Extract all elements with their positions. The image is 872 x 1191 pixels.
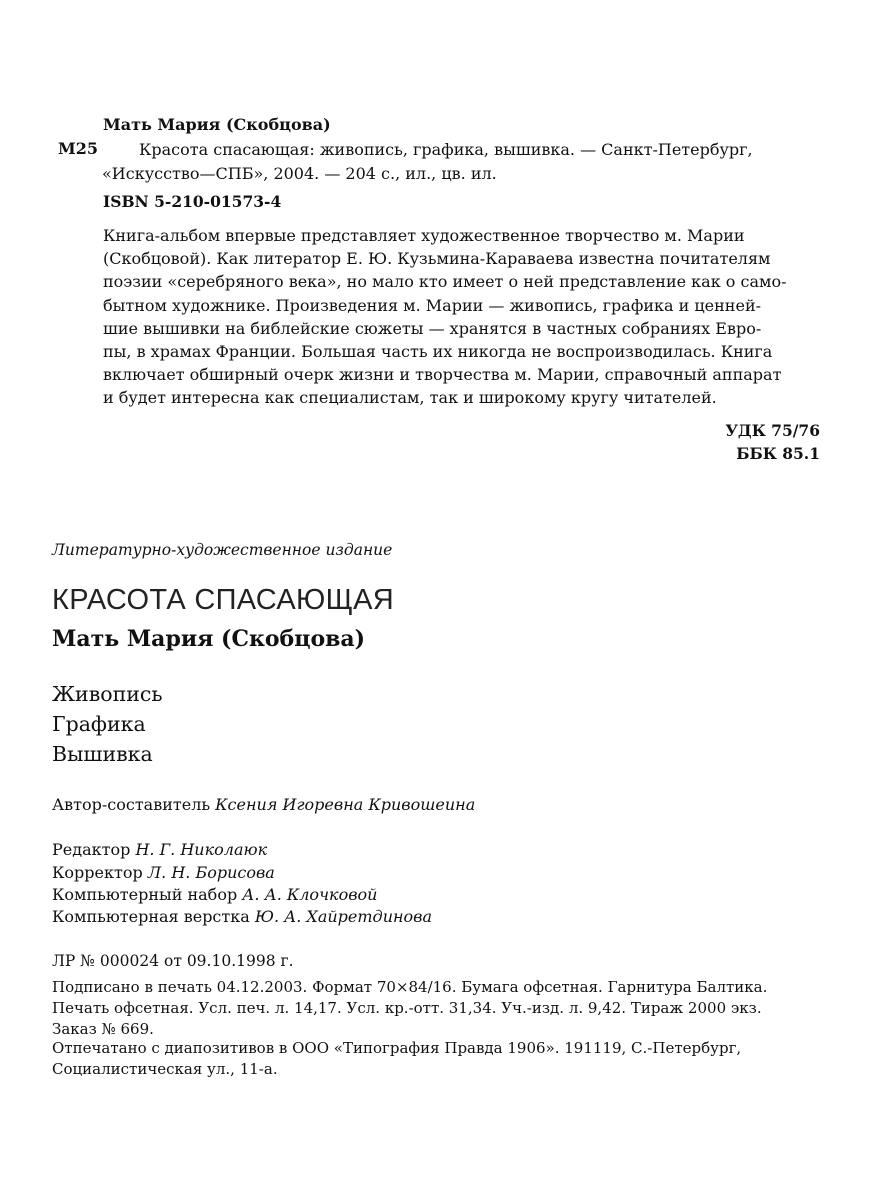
compiler-name: Ксения Игоревна Кривошеина bbox=[215, 795, 476, 814]
catalog-author: Мать Мария (Скобцова) bbox=[103, 115, 331, 134]
section-painting: Живопись bbox=[52, 682, 163, 706]
printer-line: Отпечатано с диапозитивов в ООО «Типография Правда 1906». 191119, С.-Петербург, bbox=[52, 1039, 742, 1057]
biblio-line: Красота спасающая: живопись, графика, вышивка. — Санкт-Петербург, bbox=[139, 140, 753, 159]
printer-line: Социалистическая ул., 11-а. bbox=[52, 1060, 278, 1078]
book-author: Мать Мария (Скобцова) bbox=[52, 626, 366, 652]
bibliographic-description bbox=[102, 138, 820, 186]
biblio-line: «Искусство—СПБ», 2004. — 204 с., ил., цв. ил. bbox=[102, 164, 497, 183]
staff-layout bbox=[52, 907, 432, 926]
annotation bbox=[103, 224, 820, 410]
edition-type: Литературно-художественное издание bbox=[52, 541, 393, 559]
annotation-line: (Скобцовой). Как литератор Е. Ю. Кузьмина-Караваева известна почитателям bbox=[103, 249, 771, 269]
print-line: Заказ № 669. bbox=[52, 1020, 154, 1038]
staff-name: А. А. Клочковой bbox=[242, 885, 378, 904]
staff-proofreader bbox=[52, 863, 275, 882]
annotation-line: пы, в храмах Франции. Большая часть их никогда не воспроизводилась. Книга bbox=[103, 342, 773, 362]
print-line: Подписано в печать 04.12.2003. Формат 70×84/16. Бумага офсетная. Гарнитура Балтика. bbox=[52, 978, 768, 996]
staff-role: Компьютерная верстка bbox=[52, 907, 250, 926]
staff-editor bbox=[52, 840, 267, 859]
staff-role: Компьютерный набор bbox=[52, 885, 238, 904]
annotation-line: Книга-альбом впервые представляет художественное творчество м. Марии bbox=[103, 226, 745, 245]
print-details bbox=[52, 977, 832, 1040]
udk-index: УДК 75/76 bbox=[725, 421, 820, 440]
section-graphics: Графика bbox=[52, 712, 146, 736]
annotation-line: включает обширный очерк жизни и творчества м. Марии, справочный аппарат bbox=[103, 365, 782, 385]
annotation-line: поэзии «серебряного века», но мало кто имеет о ней представление как о само- bbox=[103, 272, 787, 292]
staff-name: Л. Н. Борисова bbox=[147, 863, 275, 882]
section-embroidery: Вышивка bbox=[52, 742, 153, 766]
staff-name: Ю. А. Хайретдинова bbox=[254, 907, 433, 926]
license-number: ЛР № 000024 от 09.10.1998 г. bbox=[52, 952, 294, 970]
staff-typesetting bbox=[52, 885, 377, 904]
author-sign-code: М25 bbox=[58, 139, 98, 158]
bbk-index: ББК 85.1 bbox=[736, 444, 820, 463]
annotation-line: шие вышивки на библейские сюжеты — хранятся в частных собраниях Евро- bbox=[103, 318, 762, 338]
compiler-credit bbox=[52, 795, 475, 814]
annotation-line: бытном художнике. Произведения м. Марии — живопись, графика и ценней- bbox=[103, 295, 762, 315]
printer-details bbox=[52, 1038, 832, 1080]
isbn: ISBN 5-210-01573-4 bbox=[103, 192, 282, 211]
annotation-line: и будет интересна как специалистам, так и широкому кругу читателей. bbox=[103, 388, 717, 408]
staff-name: Н. Г. Николаюк bbox=[135, 840, 268, 859]
book-title: КРАСОТА СПАСАЮЩАЯ bbox=[52, 584, 395, 616]
print-line: Печать офсетная. Усл. печ. л. 14,17. Усл. кр.-отт. 31,34. Уч.-изд. л. 9,42. Тираж 2000 экз. bbox=[52, 999, 762, 1017]
staff-role: Редактор bbox=[52, 840, 131, 859]
compiler-label: Автор-составитель bbox=[52, 795, 211, 814]
staff-role: Корректор bbox=[52, 863, 143, 882]
